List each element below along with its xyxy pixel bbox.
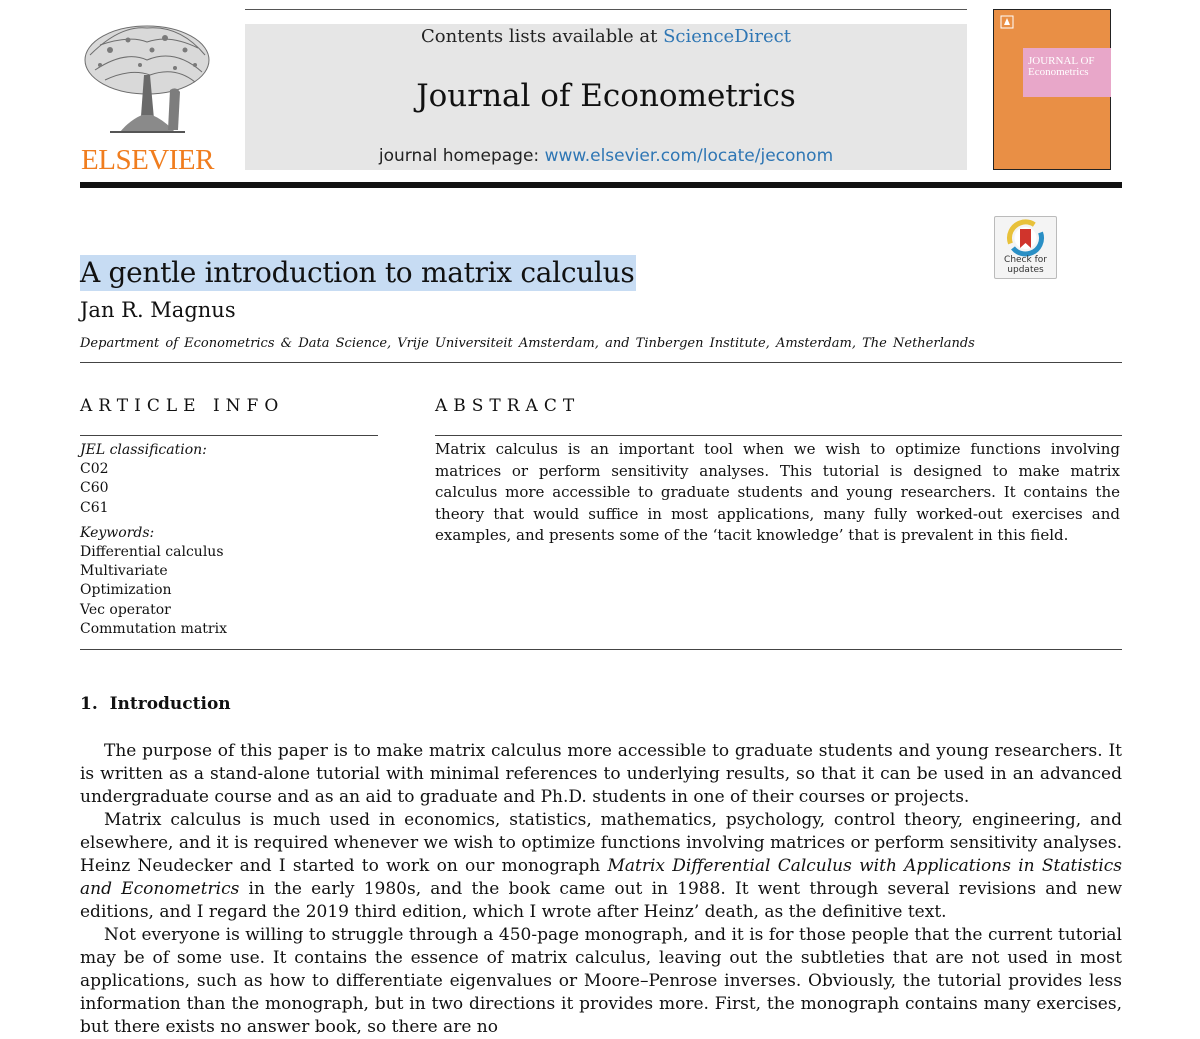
title-divider [80,362,1122,363]
paragraph-text: Matrix calculus is much used in economics, statistics, mathematics, psychology, control theory, engineering, and elsewhere, and it is required whenever we wish to optimize functions involving matrices or perform sensitivity analyses. Heinz Neudecker and I started to work on our monograph [80,810,1122,876]
keyword: Multivariate [80,563,168,580]
cover-title-line1: JOURNAL OF [1028,55,1095,67]
keyword: Vec operator [80,601,171,618]
homepage-prefix: journal homepage: [378,146,545,166]
jel-heading: JEL classification: [80,442,207,458]
check-updates-line1: Check for [1004,255,1047,265]
book-title: Matrix Differential Calculus with Applications in Statistics and Econometrics [80,856,1122,899]
jel-code: C61 [80,499,109,516]
jel-code: C60 [80,480,109,497]
paper-title[interactable]: A gentle introduction to matrix calculus [80,256,635,289]
check-updates-line2: updates [1007,265,1044,275]
check-for-updates-button[interactable] [994,216,1057,279]
jel-code: C02 [80,461,109,478]
cover-title [1028,56,1095,78]
section-heading-introduction: 1. Introduction [80,694,231,714]
abstract-divider [435,435,1122,436]
keywords-heading: Keywords: [80,524,155,541]
publisher-name: ELSEVIER [81,144,214,176]
cover-logo-icon [1000,15,1014,29]
abstract-heading: ABSTRACT [435,396,581,416]
elsevier-logo[interactable] [80,20,215,175]
author-name[interactable]: Jan R. Magnus [80,298,236,322]
article-info-block [80,441,378,639]
cover-title-badge [1023,48,1111,97]
journal-homepage-link[interactable]: www.elsevier.com/locate/jeconom [544,146,834,166]
paragraph [80,809,1122,924]
keyword: Optimization [80,582,172,599]
article-info-heading: ARTICLE INFO [80,396,285,416]
masthead [245,24,967,170]
journal-cover[interactable] [993,9,1111,170]
contents-line [245,26,967,47]
keyword: Differential calculus [80,544,224,561]
cover-title-line2: Econometrics [1028,66,1089,78]
paragraph: Not everyone is willing to struggle through a 450-page monograph, and it is for those people that the current tutorial may be of some use. It contains the essence of matrix calculus, leaving out the subtleties that are not used in most applications, such as how to differentiate eigenvalues or Moore–Penrose inverses. Obviously, the tutorial provides less information than the monograph, but in two directions it provides more. First, the monograph contains many exercises, but there exists no answer book, so there are no [80,925,1122,1037]
contents-prefix: Contents lists available at [421,26,664,47]
paragraph: The purpose of this paper is to make matrix calculus more accessible to graduate students and young researchers. It is written as a stand-alone tutorial with minimal references to underlying results, so that it can be used in an advanced undergraduate course and as an aid to graduate and Ph.D. students in one of their courses or projects. [80,741,1122,807]
check-updates-label [995,255,1056,275]
abstract-bottom-divider [80,649,1122,650]
abstract-text: Matrix calculus is an important tool when we wish to optimize functions involving matrices or perform sensitivity analyses. This tutorial is designed to make matrix calculus more accessible to graduate students and young researchers. It contains the theory that would suffice in most applications, many fully worked-out exercises and examples, and presents some of the ‘tacit knowledge’ that is prevalent in this field. [435,440,1120,544]
introduction-body [80,740,1122,1039]
top-rule [245,9,967,10]
author-affiliation: Department of Econometrics & Data Science, Vrije Universiteit Amsterdam, and Tinbergen Institute, Amsterdam, The Netherlands [80,336,975,351]
keyword: Commutation matrix [80,620,227,637]
header-divider [80,182,1122,188]
homepage-line [245,146,967,166]
sciencedirect-link[interactable]: ScienceDirect [663,26,791,47]
tree-icon [80,20,215,142]
journal-title: Journal of Econometrics [416,78,796,114]
check-updates-icon [995,219,1056,257]
article-info-divider [80,435,378,436]
paragraph-text: in the early 1980s, and the book came out in 1988. It went through several revisions and new editions, and I regard the 2019 third edition, which I wrote after Heinz’ death, as the definitive text. [80,879,1123,922]
